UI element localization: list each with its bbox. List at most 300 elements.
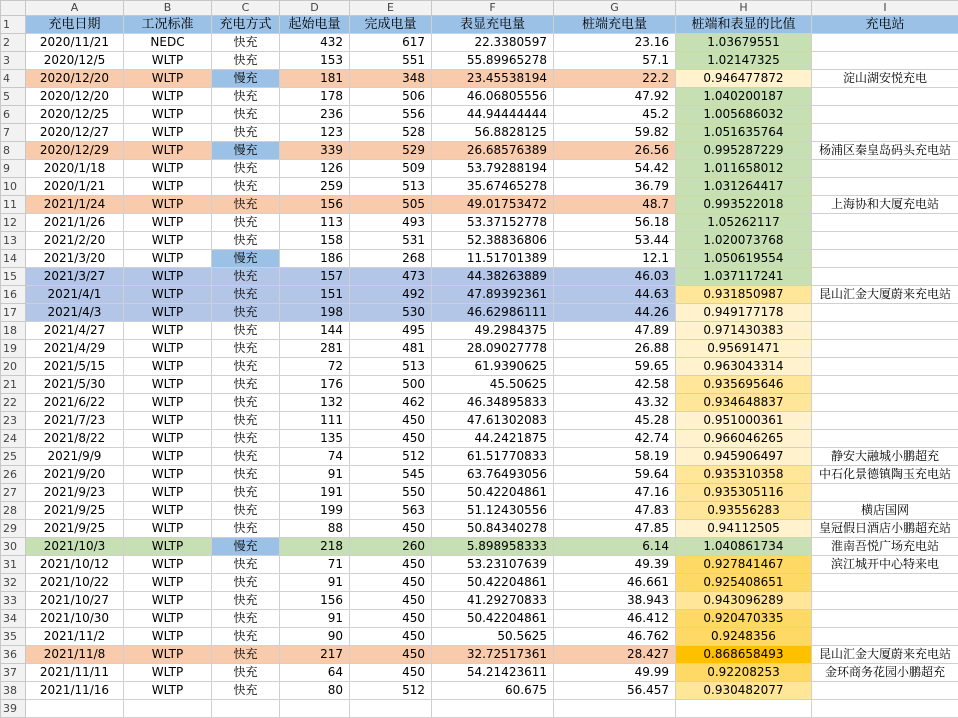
start-charge-cell[interactable]: 123 <box>280 124 350 142</box>
start-charge-cell[interactable]: 339 <box>280 142 350 160</box>
charge-mode-cell[interactable]: 快充 <box>212 322 280 340</box>
pile-charge-cell[interactable]: 45.28 <box>554 412 676 430</box>
charge-mode-cell[interactable]: 快充 <box>212 268 280 286</box>
start-charge-cell[interactable]: 217 <box>280 646 350 664</box>
charge-mode-cell[interactable]: 快充 <box>212 628 280 646</box>
end-charge-cell[interactable]: 493 <box>350 214 432 232</box>
start-charge-cell[interactable]: 153 <box>280 52 350 70</box>
pile-charge-cell[interactable]: 47.92 <box>554 88 676 106</box>
end-charge-cell[interactable]: 450 <box>350 520 432 538</box>
charge-mode-cell[interactable]: 快充 <box>212 52 280 70</box>
charge-mode-cell[interactable]: 快充 <box>212 178 280 196</box>
pile-charge-cell[interactable]: 23.16 <box>554 34 676 52</box>
row-number[interactable]: 19 <box>1 340 26 358</box>
start-charge-cell[interactable]: 132 <box>280 394 350 412</box>
pile-charge-cell[interactable]: 53.44 <box>554 232 676 250</box>
row-number[interactable]: 33 <box>1 592 26 610</box>
start-charge-cell[interactable]: 74 <box>280 448 350 466</box>
date-cell[interactable]: 2021/6/22 <box>26 394 124 412</box>
empty-cell[interactable] <box>350 700 432 718</box>
standard-cell[interactable]: WLTP <box>124 574 212 592</box>
charge-mode-cell[interactable]: 慢充 <box>212 70 280 88</box>
standard-cell[interactable]: WLTP <box>124 412 212 430</box>
row-number[interactable]: 8 <box>1 142 26 160</box>
ratio-cell[interactable]: 0.93556283 <box>676 502 812 520</box>
row-number[interactable]: 31 <box>1 556 26 574</box>
ratio-cell[interactable]: 1.040861734 <box>676 538 812 556</box>
date-cell[interactable]: 2021/7/23 <box>26 412 124 430</box>
charge-mode-cell[interactable]: 快充 <box>212 466 280 484</box>
date-cell[interactable]: 2021/1/24 <box>26 196 124 214</box>
select-all-corner[interactable] <box>1 1 26 16</box>
pile-charge-cell[interactable]: 47.16 <box>554 484 676 502</box>
ratio-cell[interactable]: 1.031264417 <box>676 178 812 196</box>
charge-mode-cell[interactable]: 快充 <box>212 592 280 610</box>
date-cell[interactable]: 2020/12/25 <box>26 106 124 124</box>
date-cell[interactable]: 2021/9/23 <box>26 484 124 502</box>
start-charge-cell[interactable]: 91 <box>280 574 350 592</box>
ratio-cell[interactable]: 0.9248356 <box>676 628 812 646</box>
station-cell[interactable] <box>812 430 958 448</box>
station-cell[interactable] <box>812 106 958 124</box>
standard-cell[interactable]: WLTP <box>124 646 212 664</box>
standard-cell[interactable]: WLTP <box>124 610 212 628</box>
date-cell[interactable]: 2020/12/27 <box>26 124 124 142</box>
display-charge-cell[interactable]: 50.42204861 <box>432 574 554 592</box>
display-charge-cell[interactable]: 47.89392361 <box>432 286 554 304</box>
standard-cell[interactable]: WLTP <box>124 304 212 322</box>
column-header-A[interactable]: A <box>26 1 124 16</box>
start-charge-cell[interactable]: 135 <box>280 430 350 448</box>
ratio-cell[interactable]: 0.927841467 <box>676 556 812 574</box>
station-cell[interactable] <box>812 358 958 376</box>
start-charge-cell[interactable]: 71 <box>280 556 350 574</box>
row-number[interactable]: 12 <box>1 214 26 232</box>
row-number[interactable]: 7 <box>1 124 26 142</box>
ratio-cell[interactable]: 0.94112505 <box>676 520 812 538</box>
end-charge-cell[interactable]: 550 <box>350 484 432 502</box>
date-cell[interactable]: 2020/12/5 <box>26 52 124 70</box>
end-charge-cell[interactable]: 512 <box>350 682 432 700</box>
charge-mode-cell[interactable]: 快充 <box>212 502 280 520</box>
row-number[interactable]: 29 <box>1 520 26 538</box>
station-cell[interactable]: 上海协和大厦充电站 <box>812 196 958 214</box>
start-charge-cell[interactable]: 91 <box>280 610 350 628</box>
charge-mode-cell[interactable]: 快充 <box>212 358 280 376</box>
display-charge-cell[interactable]: 46.34895833 <box>432 394 554 412</box>
station-cell[interactable] <box>812 214 958 232</box>
station-cell[interactable] <box>812 34 958 52</box>
end-charge-cell[interactable]: 563 <box>350 502 432 520</box>
station-cell[interactable] <box>812 268 958 286</box>
end-charge-cell[interactable]: 505 <box>350 196 432 214</box>
column-header-F[interactable]: F <box>432 1 554 16</box>
display-charge-cell[interactable]: 28.09027778 <box>432 340 554 358</box>
end-charge-cell[interactable]: 450 <box>350 664 432 682</box>
start-charge-cell[interactable]: 72 <box>280 358 350 376</box>
date-cell[interactable]: 2021/9/9 <box>26 448 124 466</box>
display-charge-cell[interactable]: 55.89965278 <box>432 52 554 70</box>
start-charge-cell[interactable]: 151 <box>280 286 350 304</box>
date-cell[interactable]: 2021/10/22 <box>26 574 124 592</box>
display-charge-cell[interactable]: 50.42204861 <box>432 484 554 502</box>
end-charge-cell[interactable]: 506 <box>350 88 432 106</box>
row-number[interactable]: 1 <box>1 16 26 34</box>
row-number[interactable]: 23 <box>1 412 26 430</box>
pile-charge-cell[interactable]: 38.943 <box>554 592 676 610</box>
date-cell[interactable]: 2021/9/25 <box>26 520 124 538</box>
column-header-G[interactable]: G <box>554 1 676 16</box>
ratio-cell[interactable]: 0.925408651 <box>676 574 812 592</box>
pile-charge-cell[interactable]: 46.661 <box>554 574 676 592</box>
standard-cell[interactable]: WLTP <box>124 142 212 160</box>
header-cell-C[interactable]: 充电方式 <box>212 16 280 34</box>
start-charge-cell[interactable]: 191 <box>280 484 350 502</box>
pile-charge-cell[interactable]: 59.82 <box>554 124 676 142</box>
pile-charge-cell[interactable]: 26.56 <box>554 142 676 160</box>
display-charge-cell[interactable]: 53.79288194 <box>432 160 554 178</box>
station-cell[interactable]: 昆山汇金大厦蔚来充电站 <box>812 646 958 664</box>
date-cell[interactable]: 2021/1/26 <box>26 214 124 232</box>
start-charge-cell[interactable]: 156 <box>280 592 350 610</box>
display-charge-cell[interactable]: 51.12430556 <box>432 502 554 520</box>
start-charge-cell[interactable]: 199 <box>280 502 350 520</box>
row-number[interactable]: 11 <box>1 196 26 214</box>
pile-charge-cell[interactable]: 57.1 <box>554 52 676 70</box>
start-charge-cell[interactable]: 198 <box>280 304 350 322</box>
standard-cell[interactable]: WLTP <box>124 52 212 70</box>
date-cell[interactable]: 2021/5/30 <box>26 376 124 394</box>
standard-cell[interactable]: WLTP <box>124 70 212 88</box>
row-number[interactable]: 32 <box>1 574 26 592</box>
charge-mode-cell[interactable]: 快充 <box>212 430 280 448</box>
pile-charge-cell[interactable]: 47.89 <box>554 322 676 340</box>
display-charge-cell[interactable]: 53.23107639 <box>432 556 554 574</box>
end-charge-cell[interactable]: 450 <box>350 574 432 592</box>
pile-charge-cell[interactable]: 56.457 <box>554 682 676 700</box>
pile-charge-cell[interactable]: 49.99 <box>554 664 676 682</box>
row-number[interactable]: 24 <box>1 430 26 448</box>
column-header-I[interactable]: I <box>812 1 958 16</box>
end-charge-cell[interactable]: 545 <box>350 466 432 484</box>
standard-cell[interactable]: WLTP <box>124 592 212 610</box>
start-charge-cell[interactable]: 64 <box>280 664 350 682</box>
standard-cell[interactable]: WLTP <box>124 124 212 142</box>
station-cell[interactable] <box>812 88 958 106</box>
charge-mode-cell[interactable]: 快充 <box>212 448 280 466</box>
column-header-E[interactable]: E <box>350 1 432 16</box>
standard-cell[interactable]: WLTP <box>124 430 212 448</box>
standard-cell[interactable]: WLTP <box>124 358 212 376</box>
charge-mode-cell[interactable]: 快充 <box>212 34 280 52</box>
start-charge-cell[interactable]: 432 <box>280 34 350 52</box>
column-header-B[interactable]: B <box>124 1 212 16</box>
pile-charge-cell[interactable]: 44.63 <box>554 286 676 304</box>
end-charge-cell[interactable]: 551 <box>350 52 432 70</box>
date-cell[interactable]: 2021/5/15 <box>26 358 124 376</box>
ratio-cell[interactable]: 1.020073768 <box>676 232 812 250</box>
start-charge-cell[interactable]: 144 <box>280 322 350 340</box>
empty-cell[interactable] <box>554 700 676 718</box>
start-charge-cell[interactable]: 90 <box>280 628 350 646</box>
display-charge-cell[interactable]: 50.42204861 <box>432 610 554 628</box>
charge-mode-cell[interactable]: 快充 <box>212 574 280 592</box>
display-charge-cell[interactable]: 23.45538194 <box>432 70 554 88</box>
standard-cell[interactable]: WLTP <box>124 466 212 484</box>
pile-charge-cell[interactable]: 42.74 <box>554 430 676 448</box>
charge-mode-cell[interactable]: 快充 <box>212 340 280 358</box>
station-cell[interactable] <box>812 592 958 610</box>
start-charge-cell[interactable]: 158 <box>280 232 350 250</box>
station-cell[interactable]: 静安大融城小鹏超充 <box>812 448 958 466</box>
date-cell[interactable]: 2021/2/20 <box>26 232 124 250</box>
station-cell[interactable] <box>812 376 958 394</box>
station-cell[interactable]: 皇冠假日酒店小鹏超充站 <box>812 520 958 538</box>
header-cell-B[interactable]: 工况标准 <box>124 16 212 34</box>
ratio-cell[interactable]: 0.934648837 <box>676 394 812 412</box>
end-charge-cell[interactable]: 512 <box>350 448 432 466</box>
charge-mode-cell[interactable]: 快充 <box>212 214 280 232</box>
standard-cell[interactable]: WLTP <box>124 538 212 556</box>
charge-mode-cell[interactable]: 慢充 <box>212 538 280 556</box>
start-charge-cell[interactable]: 186 <box>280 250 350 268</box>
row-number[interactable]: 34 <box>1 610 26 628</box>
pile-charge-cell[interactable]: 47.83 <box>554 502 676 520</box>
display-charge-cell[interactable]: 5.898958333 <box>432 538 554 556</box>
charge-mode-cell[interactable]: 慢充 <box>212 250 280 268</box>
standard-cell[interactable]: WLTP <box>124 322 212 340</box>
pile-charge-cell[interactable]: 49.39 <box>554 556 676 574</box>
date-cell[interactable]: 2020/1/21 <box>26 178 124 196</box>
start-charge-cell[interactable]: 156 <box>280 196 350 214</box>
pile-charge-cell[interactable]: 22.2 <box>554 70 676 88</box>
ratio-cell[interactable]: 0.995287229 <box>676 142 812 160</box>
empty-cell[interactable] <box>124 700 212 718</box>
standard-cell[interactable]: WLTP <box>124 448 212 466</box>
pile-charge-cell[interactable]: 58.19 <box>554 448 676 466</box>
end-charge-cell[interactable]: 509 <box>350 160 432 178</box>
charge-mode-cell[interactable]: 快充 <box>212 232 280 250</box>
standard-cell[interactable]: WLTP <box>124 286 212 304</box>
standard-cell[interactable]: WLTP <box>124 178 212 196</box>
start-charge-cell[interactable]: 176 <box>280 376 350 394</box>
standard-cell[interactable]: WLTP <box>124 394 212 412</box>
start-charge-cell[interactable]: 91 <box>280 466 350 484</box>
station-cell[interactable] <box>812 628 958 646</box>
empty-cell[interactable] <box>812 700 958 718</box>
start-charge-cell[interactable]: 80 <box>280 682 350 700</box>
ratio-cell[interactable]: 1.02147325 <box>676 52 812 70</box>
row-number[interactable]: 20 <box>1 358 26 376</box>
row-number[interactable]: 22 <box>1 394 26 412</box>
date-cell[interactable]: 2021/3/20 <box>26 250 124 268</box>
station-cell[interactable]: 昆山汇金大厦蔚来充电站 <box>812 286 958 304</box>
ratio-cell[interactable]: 0.971430383 <box>676 322 812 340</box>
pile-charge-cell[interactable]: 48.7 <box>554 196 676 214</box>
station-cell[interactable]: 杨浦区秦皇岛码头充电站 <box>812 142 958 160</box>
pile-charge-cell[interactable]: 6.14 <box>554 538 676 556</box>
standard-cell[interactable]: WLTP <box>124 268 212 286</box>
display-charge-cell[interactable]: 35.67465278 <box>432 178 554 196</box>
station-cell[interactable] <box>812 682 958 700</box>
header-cell-A[interactable]: 充电日期 <box>26 16 124 34</box>
standard-cell[interactable]: WLTP <box>124 628 212 646</box>
ratio-cell[interactable]: 1.050619554 <box>676 250 812 268</box>
display-charge-cell[interactable]: 54.21423611 <box>432 664 554 682</box>
end-charge-cell[interactable]: 462 <box>350 394 432 412</box>
display-charge-cell[interactable]: 61.9390625 <box>432 358 554 376</box>
pile-charge-cell[interactable]: 59.65 <box>554 358 676 376</box>
end-charge-cell[interactable]: 450 <box>350 592 432 610</box>
display-charge-cell[interactable]: 47.61302083 <box>432 412 554 430</box>
row-number[interactable]: 39 <box>1 700 26 718</box>
display-charge-cell[interactable]: 26.68576389 <box>432 142 554 160</box>
display-charge-cell[interactable]: 49.2984375 <box>432 322 554 340</box>
ratio-cell[interactable]: 0.92208253 <box>676 664 812 682</box>
column-header-C[interactable]: C <box>212 1 280 16</box>
row-number[interactable]: 37 <box>1 664 26 682</box>
header-cell-H[interactable]: 桩端和表显的比值 <box>676 16 812 34</box>
end-charge-cell[interactable]: 513 <box>350 358 432 376</box>
row-number[interactable]: 36 <box>1 646 26 664</box>
station-cell[interactable] <box>812 304 958 322</box>
end-charge-cell[interactable]: 450 <box>350 556 432 574</box>
row-number[interactable]: 17 <box>1 304 26 322</box>
standard-cell[interactable]: WLTP <box>124 196 212 214</box>
pile-charge-cell[interactable]: 36.79 <box>554 178 676 196</box>
display-charge-cell[interactable]: 50.5625 <box>432 628 554 646</box>
end-charge-cell[interactable]: 450 <box>350 646 432 664</box>
header-cell-G[interactable]: 桩端充电量 <box>554 16 676 34</box>
ratio-cell[interactable]: 1.05262117 <box>676 214 812 232</box>
ratio-cell[interactable]: 0.930482077 <box>676 682 812 700</box>
station-cell[interactable] <box>812 178 958 196</box>
ratio-cell[interactable]: 1.037117241 <box>676 268 812 286</box>
charge-mode-cell[interactable]: 快充 <box>212 124 280 142</box>
charge-mode-cell[interactable]: 快充 <box>212 88 280 106</box>
standard-cell[interactable]: WLTP <box>124 340 212 358</box>
station-cell[interactable]: 淀山湖安悦充电 <box>812 70 958 88</box>
charge-mode-cell[interactable]: 快充 <box>212 286 280 304</box>
pile-charge-cell[interactable]: 42.58 <box>554 376 676 394</box>
station-cell[interactable] <box>812 394 958 412</box>
end-charge-cell[interactable]: 260 <box>350 538 432 556</box>
header-cell-I[interactable]: 充电站 <box>812 16 958 34</box>
display-charge-cell[interactable]: 22.3380597 <box>432 34 554 52</box>
row-number[interactable]: 28 <box>1 502 26 520</box>
empty-cell[interactable] <box>432 700 554 718</box>
row-number[interactable]: 13 <box>1 232 26 250</box>
display-charge-cell[interactable]: 41.29270833 <box>432 592 554 610</box>
date-cell[interactable]: 2021/4/27 <box>26 322 124 340</box>
column-header-D[interactable]: D <box>280 1 350 16</box>
standard-cell[interactable]: WLTP <box>124 88 212 106</box>
start-charge-cell[interactable]: 111 <box>280 412 350 430</box>
header-cell-D[interactable]: 起始电量 <box>280 16 350 34</box>
charge-mode-cell[interactable]: 快充 <box>212 106 280 124</box>
charge-mode-cell[interactable]: 快充 <box>212 520 280 538</box>
pile-charge-cell[interactable]: 46.412 <box>554 610 676 628</box>
charge-mode-cell[interactable]: 快充 <box>212 394 280 412</box>
ratio-cell[interactable]: 0.946477872 <box>676 70 812 88</box>
station-cell[interactable] <box>812 160 958 178</box>
pile-charge-cell[interactable]: 44.26 <box>554 304 676 322</box>
start-charge-cell[interactable]: 113 <box>280 214 350 232</box>
empty-cell[interactable] <box>26 700 124 718</box>
end-charge-cell[interactable]: 495 <box>350 322 432 340</box>
date-cell[interactable]: 2020/1/18 <box>26 160 124 178</box>
date-cell[interactable]: 2021/10/30 <box>26 610 124 628</box>
start-charge-cell[interactable]: 178 <box>280 88 350 106</box>
ratio-cell[interactable]: 0.868658493 <box>676 646 812 664</box>
display-charge-cell[interactable]: 46.06805556 <box>432 88 554 106</box>
display-charge-cell[interactable]: 60.675 <box>432 682 554 700</box>
station-cell[interactable]: 金环商务花园小鹏超充 <box>812 664 958 682</box>
row-number[interactable]: 16 <box>1 286 26 304</box>
ratio-cell[interactable]: 0.95691471 <box>676 340 812 358</box>
date-cell[interactable]: 2021/11/16 <box>26 682 124 700</box>
charge-mode-cell[interactable]: 快充 <box>212 412 280 430</box>
ratio-cell[interactable]: 0.935695646 <box>676 376 812 394</box>
display-charge-cell[interactable]: 49.01753472 <box>432 196 554 214</box>
row-number[interactable]: 38 <box>1 682 26 700</box>
end-charge-cell[interactable]: 556 <box>350 106 432 124</box>
standard-cell[interactable]: WLTP <box>124 106 212 124</box>
end-charge-cell[interactable]: 450 <box>350 610 432 628</box>
row-number[interactable]: 9 <box>1 160 26 178</box>
ratio-cell[interactable]: 0.949177178 <box>676 304 812 322</box>
row-number[interactable]: 2 <box>1 34 26 52</box>
end-charge-cell[interactable]: 530 <box>350 304 432 322</box>
date-cell[interactable]: 2021/4/3 <box>26 304 124 322</box>
display-charge-cell[interactable]: 61.51770833 <box>432 448 554 466</box>
start-charge-cell[interactable]: 259 <box>280 178 350 196</box>
standard-cell[interactable]: WLTP <box>124 250 212 268</box>
pile-charge-cell[interactable]: 45.2 <box>554 106 676 124</box>
pile-charge-cell[interactable]: 56.18 <box>554 214 676 232</box>
standard-cell[interactable]: WLTP <box>124 232 212 250</box>
ratio-cell[interactable]: 0.931850987 <box>676 286 812 304</box>
ratio-cell[interactable]: 0.943096289 <box>676 592 812 610</box>
display-charge-cell[interactable]: 44.38263889 <box>432 268 554 286</box>
date-cell[interactable]: 2021/10/12 <box>26 556 124 574</box>
row-number[interactable]: 30 <box>1 538 26 556</box>
standard-cell[interactable]: WLTP <box>124 484 212 502</box>
start-charge-cell[interactable]: 126 <box>280 160 350 178</box>
ratio-cell[interactable]: 1.051635764 <box>676 124 812 142</box>
empty-cell[interactable] <box>280 700 350 718</box>
date-cell[interactable]: 2021/9/20 <box>26 466 124 484</box>
display-charge-cell[interactable]: 11.51701389 <box>432 250 554 268</box>
date-cell[interactable]: 2021/4/29 <box>26 340 124 358</box>
date-cell[interactable]: 2021/4/1 <box>26 286 124 304</box>
ratio-cell[interactable]: 0.935305116 <box>676 484 812 502</box>
pile-charge-cell[interactable]: 28.427 <box>554 646 676 664</box>
station-cell[interactable] <box>812 322 958 340</box>
end-charge-cell[interactable]: 450 <box>350 430 432 448</box>
date-cell[interactable]: 2021/11/8 <box>26 646 124 664</box>
station-cell[interactable] <box>812 52 958 70</box>
ratio-cell[interactable]: 0.920470335 <box>676 610 812 628</box>
ratio-cell[interactable]: 0.945906497 <box>676 448 812 466</box>
end-charge-cell[interactable]: 531 <box>350 232 432 250</box>
ratio-cell[interactable]: 1.011658012 <box>676 160 812 178</box>
ratio-cell[interactable]: 0.993522018 <box>676 196 812 214</box>
display-charge-cell[interactable]: 50.84340278 <box>432 520 554 538</box>
charge-mode-cell[interactable]: 快充 <box>212 160 280 178</box>
ratio-cell[interactable]: 1.03679551 <box>676 34 812 52</box>
end-charge-cell[interactable]: 473 <box>350 268 432 286</box>
